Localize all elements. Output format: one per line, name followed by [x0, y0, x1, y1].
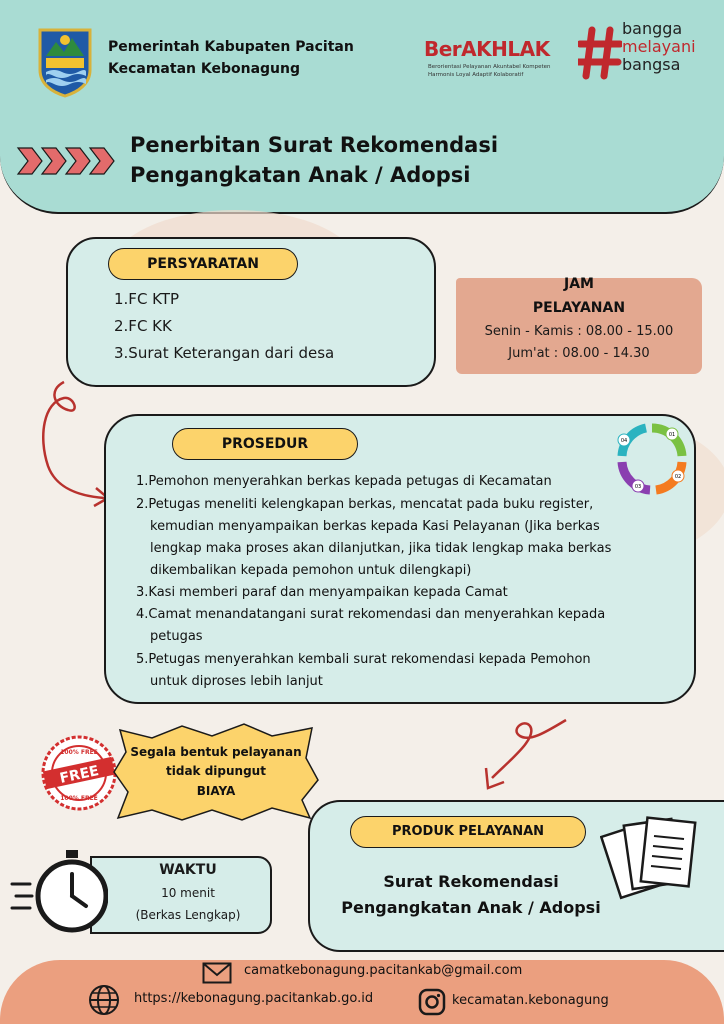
cycle-step-label: 01: [668, 432, 676, 438]
stamp-ring-text: 100% FREE: [60, 749, 98, 756]
prosedur-step: 1.Pemohon menyerahkan berkas kepada petugas di Kecamatan: [136, 474, 552, 489]
chevrons-icon: [14, 144, 124, 178]
jam-friday-hours: Jum'at : 08.00 - 14.30: [508, 346, 650, 361]
bangga-word3: bangsa: [622, 55, 681, 74]
prosedur-step: 3.Kasi memberi paraf dan menyampaikan kepada Camat: [136, 585, 508, 600]
globe-icon: [88, 984, 120, 1016]
prosedur-step: untuk diproses lebih lanjut: [150, 674, 323, 689]
waktu-duration: 10 menit: [161, 886, 215, 900]
produk-line1: Surat Rekomendasi: [383, 872, 559, 891]
email-icon: [202, 962, 232, 984]
berakhlak-logo: BerAKHLAK: [424, 37, 550, 61]
cycle-step-label: 02: [674, 474, 682, 480]
cycle-step-label: 04: [620, 438, 628, 444]
cycle-step-label: 03: [634, 484, 642, 490]
jam-weekday-hours: Senin - Kamis : 08.00 - 15.00: [484, 324, 674, 339]
pacitan-emblem-icon: [34, 26, 96, 98]
prosedur-step: kemudian menyampaikan berkas kepada Kasi Pelayanan (Jika berkas: [150, 519, 600, 534]
gov-name-line2: Kecamatan Kebonagung: [108, 61, 300, 77]
instagram-icon: [418, 988, 446, 1016]
persyaratan-item: 2.FC KK: [114, 317, 172, 335]
produk-line2: Pengangkatan Anak / Adopsi: [341, 898, 601, 917]
prosedur-step: 5.Petugas menyerahkan kembali surat rekomendasi kepada Pemohon: [136, 652, 591, 667]
documents-icon: [600, 808, 700, 918]
berakhlak-tagline2: Harmonis Loyal Adaptif Kolaboratif: [428, 72, 524, 78]
prosedur-step: lengkap maka proses akan dilanjutkan, jika tidak lengkap maka berkas: [150, 541, 612, 556]
prosedur-step: dikembalikan kepada pemohon untuk dilengkapi): [150, 563, 472, 578]
waktu-title: WAKTU: [159, 862, 217, 878]
persyaratan-item: 1.FC KTP: [114, 290, 180, 308]
curved-arrow-icon: [470, 712, 570, 800]
berakhlak-tagline1: Berorientasi Pelayanan Akuntabel Kompeten: [428, 64, 551, 70]
footer-website-link[interactable]: https://kebonagung.pacitankab.go.id: [134, 991, 374, 1006]
prosedur-step: 2.Petugas meneliti kelengkapan berkas, mencatat pada buku register,: [136, 497, 594, 512]
page-title-line1: Penerbitan Surat Rekomendasi: [130, 133, 499, 157]
footer-instagram-link[interactable]: kecamatan.kebonagung: [452, 993, 609, 1008]
jam-title1: JAM: [564, 276, 594, 292]
jam-title2: PELAYANAN: [532, 300, 626, 316]
bangga-word1: bangga: [622, 19, 683, 38]
produk-label: PRODUK PELAYANAN: [350, 816, 586, 848]
bangga-melayani-logo: [578, 18, 696, 84]
hashtag-icon: [578, 26, 622, 80]
free-stamp-icon: [40, 734, 118, 812]
prosedur-step: 4.Camat menandatangani surat rekomendasi dan menyerahkan kepada: [136, 607, 606, 622]
stamp-ring-text: 100% FREE: [60, 795, 98, 802]
prosedur-step: petugas: [150, 629, 203, 644]
cycle-diagram-icon: [612, 420, 692, 498]
free-text-line1: Segala bentuk pelayanan: [130, 745, 302, 759]
gov-name-line1: Pemerintah Kabupaten Pacitan: [108, 39, 354, 55]
persyaratan-label: PERSYARATAN: [108, 248, 298, 280]
stopwatch-icon: [10, 846, 108, 938]
prosedur-label: PROSEDUR: [172, 428, 358, 460]
bangga-word2: melayani: [622, 37, 696, 56]
free-text-line2: tidak dipungut: [166, 764, 266, 778]
page-title-line2: Pengangkatan Anak / Adopsi: [130, 163, 471, 187]
waktu-note: (Berkas Lengkap): [135, 908, 241, 922]
footer-email-link[interactable]: camatkebonagung.pacitankab@gmail.com: [244, 963, 523, 978]
free-text-line3: BIAYA: [196, 784, 236, 798]
stamp-text: FREE: [58, 763, 101, 787]
persyaratan-item: 3.Surat Keterangan dari desa: [114, 344, 335, 362]
